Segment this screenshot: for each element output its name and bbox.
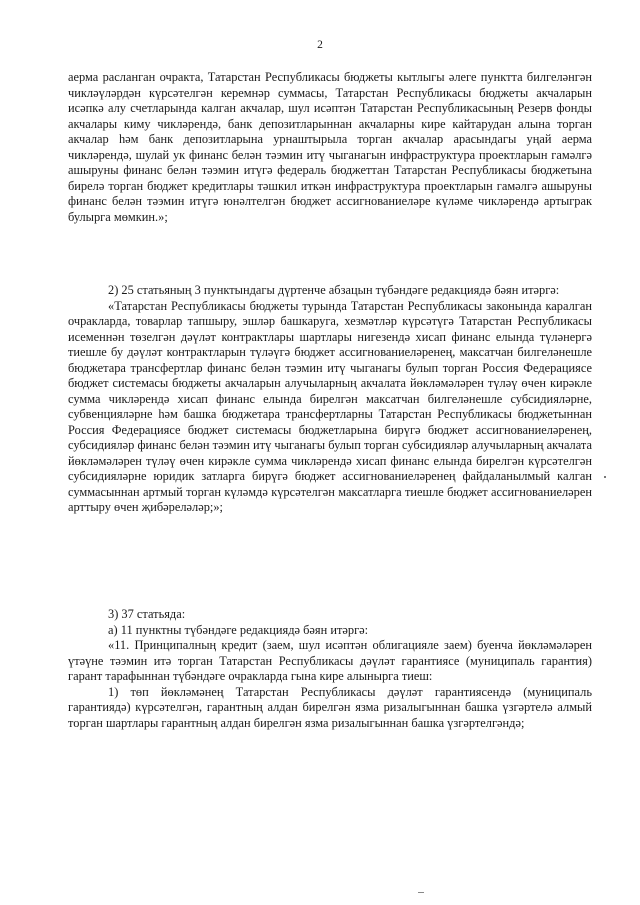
item-3-block — [68, 607, 592, 731]
paragraph-continuation-block — [68, 70, 592, 225]
item-3a-subitem-1: 1) төп йөкләмәнең Татарстан Республикасы дәүләт гарантиясендә (муниципаль гарантиядә) күрсәтелгән, гарантның алдан бирелгән язма ризалыгыннан башка үзгәртелә алмый торган шартлары гарантның алдан бирелгән язма ризалыгыннан башка үзгәртелгәндә; — [68, 684, 592, 730]
item-2-quote: «Татарстан Республикасы бюджеты турында Татарстан Республикасы законында каралган очракларда, товарлар тапшыру, эшләр башкаруга, хезмәтләр күрсәтүгә Татарстан Республикасы исеменнән төзелгән дәүләт контрактлары шартлары нигезендә хисап финанс елында түләнергә тиешле бу дәүләт контрактларын түләүгә бюджет ассигнованиеләренең, максатчан билгеләнешле бюджетара трансфертлар финанс белән тәэмин итү чыганагы булып торган Россия Федерациясе бюджет системасы бюджеты акчаларын алучыларның акчалата йөкләмәләрен түләү өчен кирәкле сумма чикләрендә хисап финанс елында бирелгән максатчан билгеләнешле субсидияләрне, субвенцияләрне һәм башка бюджетара трансфертларны Татарстан Республикасы бюджетыннан Россия Федерациясе бюджет системасы бюджетларына бирүгә бюджет ассигнованиеләренең, субсидияләр финанс белән тәэмин итү чыганагы булып торган субсидияләр алучыларның акчалата йөкләмәләрен түләү өчен кирәкле сумма чикләрендә хисап финанс елында бирелгән күрсәтелгән субсидияләрне юридик затларга бирүгә бюджет ассигнованиеләренең файдаланылмый калган суммасыннан артмый торган күләмдә күрсәтелгән максатларга тиешле бюджет ассигнованиеләрен арттыру өчен җибәреләләр;»; — [68, 298, 592, 514]
item-2-intro: 2) 25 статьяның 3 пунктындагы дүртенче абзацын түбәндәге редакциядә бәян итәргә: — [108, 283, 560, 297]
paragraph-continuation: аерма расланган очракта, Татарстан Республикасы бюджеты кытлыгы әлеге пунктта билгеләнгән чикләүләрдән күрсәтелгән керемнәр суммасы, Татарстан Республикасы бюджеты акчаларын исәпкә алу счетларында калган акчалар, шул исәптән Татарстан Республикасының Резерв фонды акчалары киму чикләрендә, банк депозитларыннан акчаларны кире кайтарудан алына торган акчалар һәм банк депозитларына урнаштырыла торган акчалар арасындагы уңай аерма чикләрендә, шулай ук финанс белән тәэмин итү чыганагын инфраструктура проектларын гамәлгә ашыруны финанс белән тәэмин итүгә федераль бюджеттан Татарстан Республикасы бюджетына бирелә торган бюджет кредитлары тәшкил иткән инфраструктура проектларын гамәлгә ашыруны финанс белән тәэмин итүгә юнәлтелгән бюджет ассигнованиеләре күләме чикләрендә артыграк булырга мөмкин.»; — [68, 70, 592, 224]
item-3a-quote: «11. Принципалның кредит (заем, шул исәптән облигацияле заем) буенча йөкләмәләрен үтәүне тәэмин итә торган Татарстан Республикасы дәүләт гарантиясе (муниципаль гарантия) гарант тарафыннан түбәндәге очракларда гына кире алынырга тиеш: — [68, 638, 592, 683]
scan-speck — [418, 892, 424, 893]
scan-speck — [604, 476, 606, 478]
item-2-block — [68, 283, 592, 516]
item-3a: а) 11 пунктны түбәндәге редакциядә бәян итәргә: — [108, 622, 369, 637]
page-number: 2 — [317, 39, 323, 51]
item-3-intro: 3) 37 статьяда: — [108, 607, 186, 621]
